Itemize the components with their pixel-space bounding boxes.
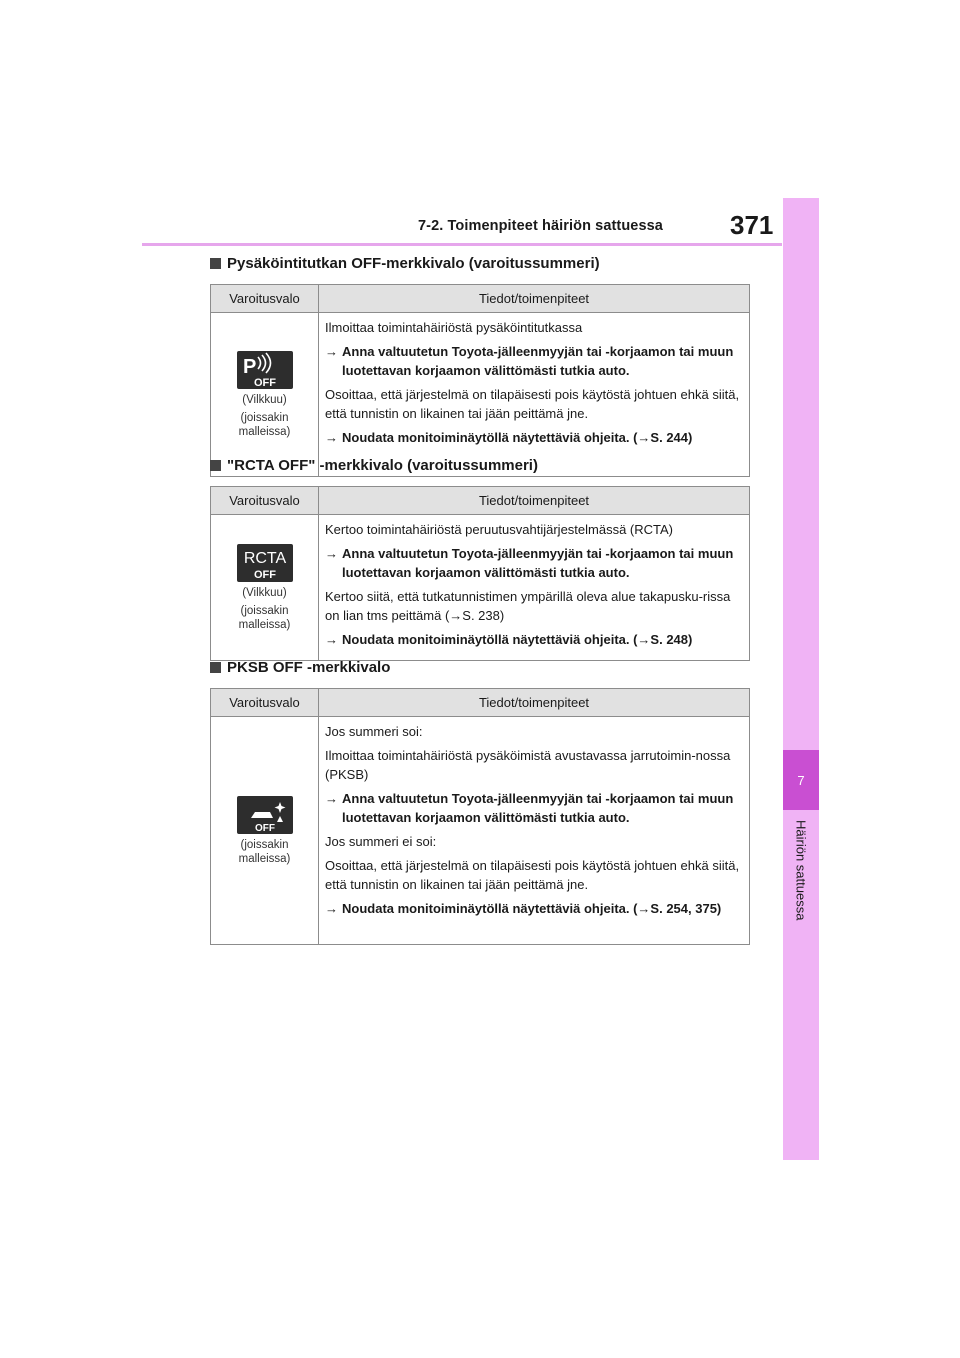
details-cell xyxy=(319,717,750,945)
warning-table-rcta xyxy=(210,486,750,661)
section-heading-parking-sensor xyxy=(210,255,600,272)
details-cell xyxy=(319,313,750,477)
table-row xyxy=(211,515,750,661)
chapter-side-tab xyxy=(783,198,819,1160)
table-header-warning-light: Varoitusvalo xyxy=(211,285,319,313)
action-text: → Noudata monitoiminäytöllä näytettäviä ohjeita. (→S. 244) xyxy=(325,430,693,445)
parking-sensor-off-icon xyxy=(237,351,293,389)
warning-icon-cell xyxy=(211,717,319,945)
warning-icon-cell xyxy=(211,515,319,661)
table-header-details: Tiedot/toimenpiteet xyxy=(319,689,750,717)
section-heading-text: "RCTA OFF" -merkkivalo (varoitussummeri) xyxy=(227,457,538,474)
svg-text:OFF: OFF xyxy=(253,376,276,389)
warning-table-pksb xyxy=(210,688,750,945)
action-text: → Noudata monitoiminäytöllä näytettäviä ohjeita. (→S. 254, 375) xyxy=(325,901,722,916)
arrow-icon: → xyxy=(325,344,338,359)
section-header-title: 7-2. Toimenpiteet häiriön sattuessa xyxy=(418,218,663,234)
rcta-off-icon xyxy=(237,544,293,582)
details-text: Kertoo siitä, että tutkatunnistimen ympärillä oleva alue takapusku-rissa on lian tms peittämä (→S. 238) xyxy=(325,589,731,623)
table-header-details: Tiedot/toimenpiteet xyxy=(319,285,750,313)
action-text: → Noudata monitoiminäytöllä näytettäviä ohjeita. (→S. 248) xyxy=(325,632,693,647)
details-text: Osoittaa, että järjestelmä on tilapäisesti pois käytöstä johtuen ehkä siitä, että tunnistin on likainen tai jään peittämä jne. xyxy=(325,858,740,892)
details-text: Ilmoittaa toimintahäiriöstä pysäköimistä avustavassa jarrutoimin-nossa (PKSB) xyxy=(325,748,731,782)
arrow-icon: → xyxy=(325,546,338,561)
table-row xyxy=(211,313,750,477)
details-label: Jos summeri soi: xyxy=(325,724,423,739)
arrow-icon: → xyxy=(325,791,338,806)
table-row xyxy=(211,717,750,945)
page-number: 371 xyxy=(730,210,774,240)
table-header-warning-light: Varoitusvalo xyxy=(211,487,319,515)
icon-caption: (joissakin malleissa) xyxy=(238,411,291,438)
chapter-number-badge: 7 xyxy=(783,750,819,810)
action-text: → Anna valtuutetun Toyota-jälleenmyyjän tai -korjaamon tai muun luotettavan korjaamon välittömästi tutkia auto. xyxy=(325,344,734,378)
action-text: → Anna valtuutetun Toyota-jälleenmyyjän tai -korjaamon tai muun luotettavan korjaamon välittömästi tutkia auto. xyxy=(325,546,734,580)
svg-text:P: P xyxy=(242,355,256,378)
section-heading-rcta xyxy=(210,457,538,474)
warning-table-parking-sensor xyxy=(210,284,750,477)
square-bullet-icon xyxy=(210,662,221,673)
square-bullet-icon xyxy=(210,258,221,269)
section-heading-text: PKSB OFF -merkkivalo xyxy=(227,659,391,676)
icon-caption: (Vilkkuu) xyxy=(242,586,287,599)
icon-caption: (joissakin malleissa) xyxy=(238,838,291,865)
details-label: Jos summeri ei soi: xyxy=(325,834,437,849)
svg-text:OFF: OFF xyxy=(254,822,275,834)
arrow-icon: → xyxy=(325,901,338,916)
details-text: Kertoo toimintahäiriöstä peruutusvahtijärjestelmässä (RCTA) xyxy=(325,522,674,537)
details-cell xyxy=(319,515,750,661)
svg-text:OFF: OFF xyxy=(253,568,276,581)
chapter-side-label: Häiriön sattuessa xyxy=(793,820,809,921)
action-text: → Anna valtuutetun Toyota-jälleenmyyjän tai -korjaamon tai muun luotettavan korjaamon välittömästi tutkia auto. xyxy=(325,791,734,825)
details-text: Ilmoittaa toimintahäiriöstä pysäköintitutkassa xyxy=(325,320,583,335)
table-header-warning-light: Varoitusvalo xyxy=(211,689,319,717)
arrow-icon: → xyxy=(325,430,338,445)
details-text: Osoittaa, että järjestelmä on tilapäisesti pois käytöstä johtuen ehkä siitä, että tunnistin on likainen tai jään peittämä jne. xyxy=(325,387,740,421)
icon-caption: (Vilkkuu) xyxy=(242,393,287,406)
arrow-icon: → xyxy=(325,632,338,647)
warning-icon-cell xyxy=(211,313,319,477)
svg-text:RCTA: RCTA xyxy=(243,549,286,567)
square-bullet-icon xyxy=(210,460,221,471)
header-divider xyxy=(142,243,782,246)
section-heading-pksb xyxy=(210,659,390,676)
table-header-details: Tiedot/toimenpiteet xyxy=(319,487,750,515)
pksb-off-icon xyxy=(237,796,293,834)
section-heading-text: Pysäköintitutkan OFF-merkkivalo (varoitussummeri) xyxy=(227,255,600,272)
icon-caption: (joissakin malleissa) xyxy=(238,604,291,631)
